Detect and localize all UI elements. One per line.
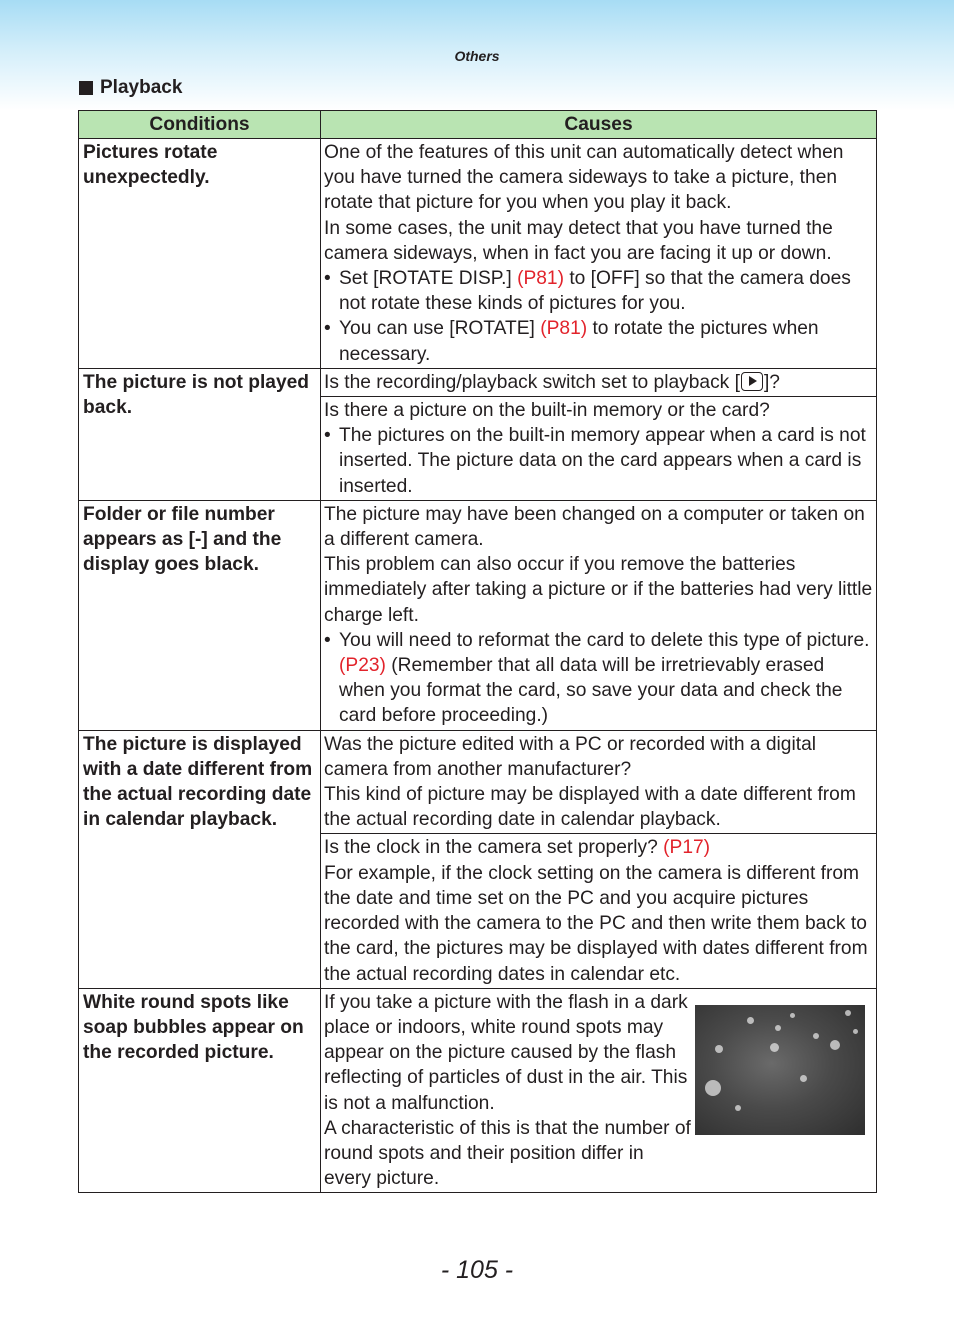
cause-paragraph: The picture may have been changed on a computer or taken on a different camera. — [324, 503, 865, 551]
cause-paragraph: In some cases, the unit may detect that you have turned the camera sideways, when in fact you are facing it up or down. — [324, 217, 833, 264]
table-row — [79, 988, 877, 1193]
page-reference[interactable]: (P17) — [663, 837, 711, 859]
cause-cell: Is the recording/playback switch set to playback [ ]? — [321, 368, 877, 396]
condition-cell: The picture is displayed with a date different from the actual recording date in calendar playback. — [79, 730, 321, 988]
cause-paragraph: Is the clock in the camera set properly? (P17) — [324, 837, 711, 859]
cause-cell — [321, 139, 877, 369]
playback-mode-icon — [741, 372, 763, 391]
table-row — [79, 730, 877, 834]
section-title — [79, 77, 182, 99]
condition-cell: Folder or file number appears as [-] and the display goes black. — [79, 500, 321, 730]
page-reference[interactable]: (P23) — [339, 655, 386, 677]
cause-bullet: • You will need to reformat the card to delete this type of picture. (P23) (Remember that all data will be irretrievably erased when you format the card, so save your data and check the card before proceeding.) — [324, 628, 873, 729]
cause-cell — [321, 730, 877, 834]
cause-paragraph: If you take a picture with the flash in a dark place or indoors, white round spots may appear on the picture caused by the flash reflecting of particles of dust in the air. This is not a malfunction. — [324, 991, 688, 1114]
cause-cell — [321, 988, 877, 1193]
cause-paragraph: This problem can also occur if you remove the batteries immediately after taking a picture or if the batteries had very little charge left. — [324, 554, 873, 626]
section-header: Others — [454, 48, 500, 64]
cause-bullet: • The pictures on the built-in memory appear when a card is not inserted. The picture data on the card appears when a card is inserted. — [324, 423, 873, 499]
cause-bullet: • You can use [ROTATE] (P81) to rotate the pictures when necessary. — [324, 316, 873, 366]
table-row — [79, 368, 877, 396]
dust-spots-example-image — [695, 1005, 865, 1135]
table-row — [79, 139, 877, 369]
cause-bullet: • Set [ROTATE DISP.] (P81) to [OFF] so that the camera does not rotate these kinds of pictures for you. — [324, 266, 873, 316]
cause-paragraph: One of the features of this unit can automatically detect when you have turned the camera sideways to take a picture, then rotate that picture for you when you play it back. — [324, 142, 844, 214]
page-reference[interactable]: (P81) — [517, 268, 564, 290]
cause-cell — [321, 397, 877, 501]
conditions-header: Conditions — [79, 111, 321, 139]
cause-text — [324, 990, 692, 1192]
section-title-text: Playback — [100, 77, 183, 98]
page-reference[interactable]: (P81) — [540, 318, 588, 340]
condition-cell: The picture is not played back. — [79, 368, 321, 500]
cause-cell — [321, 834, 877, 988]
table-row — [79, 500, 877, 730]
cause-paragraph: This kind of picture may be displayed with a date different from the actual recording date in calendar playback. — [324, 784, 856, 831]
cause-paragraph: Was the picture edited with a PC or recorded with a digital camera from another manufacturer? — [324, 733, 817, 780]
condition-cell: White round spots like soap bubbles appear on the recorded picture. — [79, 988, 321, 1193]
condition-cell: Pictures rotate unexpectedly. — [79, 139, 321, 369]
cause-paragraph: Is there a picture on the built-in memory or the card? — [324, 400, 770, 422]
cause-cell — [321, 500, 877, 730]
square-bullet-icon — [79, 81, 93, 95]
cause-paragraph: For example, if the clock setting on the camera is different from the date and time set on the PC and you acquire pictures recorded with the camera to the PC and then write them back to the card, the pictures may be displayed with dates different from the actual recording dates in calendar etc. — [324, 862, 868, 985]
cause-paragraph: A characteristic of this is that the number of round spots and their position differ in every picture. — [324, 1117, 691, 1190]
causes-header: Causes — [321, 111, 877, 139]
table-header-row — [79, 111, 877, 139]
troubleshooting-table — [78, 110, 877, 1193]
page-number: - 105 - — [440, 1256, 514, 1284]
